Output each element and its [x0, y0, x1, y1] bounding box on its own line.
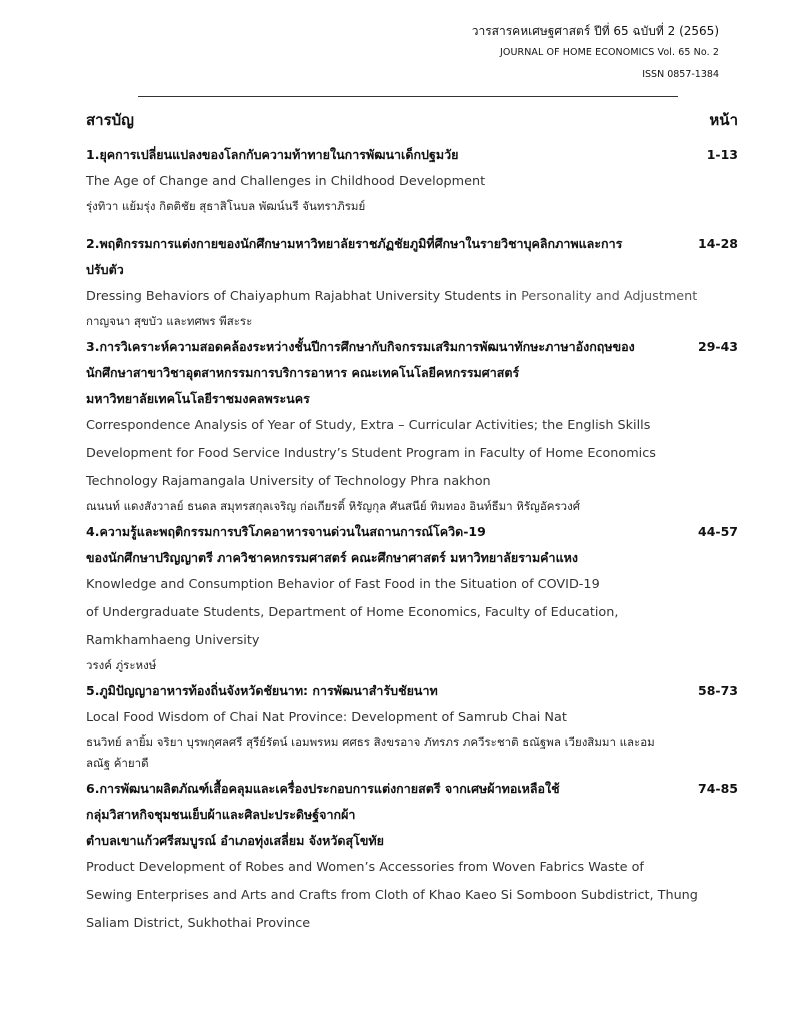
entry-title-english: Knowledge and Consumption Behavior of Fast Food in the Situation of COVID-19: [86, 577, 600, 592]
entry-authors-cont: ลณัฐ ค้ายาดี: [86, 756, 149, 770]
entry-title-english: The Age of Change and Challenges in Childhood Development: [86, 174, 486, 189]
table-of-contents: [86, 108, 738, 938]
entry-authors: ณนนท์ แดงสังวาลย์ ธนดล สมุทรสกุลเจริญ ก่อเกียรติ์ หิรัญกุล ศันสนีย์ ทิมทอง อินท์ธีมา หิรัญอัครวงศ์: [86, 499, 580, 513]
toc-title: สารบัญ: [86, 111, 134, 129]
entry-title-english: Product Development of Robes and Women’s Accessories from Woven Fabrics Waste of: [86, 860, 644, 875]
entry-title-english-cont: Development for Food Service Industry’s Student Program in Faculty of Home Economics: [86, 446, 656, 461]
journal-header: [472, 20, 719, 86]
entry-authors: รุ่งทิวา แย้มรุ่ง กิตติชัย สุธาสิโนบล พัฒน์นรี จันทราภิรมย์: [86, 199, 366, 213]
header-divider: [138, 96, 678, 97]
entry-pages: 14-28: [698, 236, 738, 251]
entry-title-thai-cont[interactable]: ของนักศึกษาปริญญาตรี ภาควิชาคหกรรมศาสตร์ คณะศึกษาศาสตร์ มหาวิทยาลัยรามคำแหง: [86, 550, 578, 565]
journal-title-thai: วารสารคหเศษฐศาสตร์ ปีที่ 65 ฉบับที่ 2 (2565): [471, 24, 719, 38]
entry-authors: ธนวิทย์ ลายิ้ม จริยา บุรพกุศลศรี สุรีย์รัตน์ เอมพรหม ศศธร สิงขรอาจ ภัทรภร ภควีระชาติ ธณัฐพล เวียงสิมมา และอม: [86, 735, 655, 749]
entry-title-thai[interactable]: 3.การวิเคราะห์ความสอดคล้องระหว่างชั้นปีการศึกษากับกิจกรรมเสริมการพัฒนาทักษะภาษาอังกฤษของ: [86, 339, 635, 354]
entry-pages: 74-85: [698, 781, 738, 796]
entry-title-english-main: Dressing Behaviors of Chaiyaphum Rajabhat University Students in: [86, 289, 522, 304]
entry-title-english-cont: Ramkhamhaeng University: [86, 633, 260, 648]
entry-title-english-cont: of Undergraduate Students, Department of Home Economics, Faculty of Education,: [86, 605, 619, 620]
entry-title-thai-cont[interactable]: กลุ่มวิสาหกิจชุมชนเย็บผ้าและศิลปะประดิษฐ์จากผ้า: [86, 807, 356, 822]
entry-title-english-cont: Sewing Enterprises and Arts and Crafts from Cloth of Khao Kaeo Si Somboon Subdistrict, Thung: [86, 888, 698, 903]
entry-title-thai[interactable]: 5.ภูมิปัญญาอาหารท้องถิ่นจังหวัดชัยนาท: การพัฒนาสำรับชัยนาท: [86, 683, 438, 698]
entry-authors: วรงค์ ภู่ระหงษ์: [86, 658, 157, 672]
entry-title-english: [86, 283, 738, 311]
entry-authors: กาญจนา สุขบัว และทศพร พีสะระ: [86, 314, 253, 328]
entry-title-thai-cont[interactable]: ปรับตัว: [86, 262, 124, 277]
entry-title-thai[interactable]: 2.พฤติกรรมการแต่งกายของนักศึกษามหาวิทยาลัยราชภัฏชัยภูมิที่ศึกษาในรายวิชาบุคลิกภาพและการ: [86, 236, 623, 251]
entry-title-thai-cont[interactable]: มหาวิทยาลัยเทคโนโลยีราชมงคลพระนคร: [86, 391, 310, 406]
journal-title-english: JOURNAL OF HOME ECONOMICS Vol. 65 No. 2: [499, 47, 719, 58]
toc-entry-4[interactable]: [86, 519, 738, 676]
entry-title-thai[interactable]: 1.ยุคการเปลี่ยนแปลงของโลกกับความท้าทายในการพัฒนาเด็กปฐมวัย: [86, 147, 459, 162]
entry-pages: 44-57: [698, 524, 738, 539]
issn: ISSN 0857-1384: [642, 69, 719, 80]
entry-title-thai-cont[interactable]: ตำบลเขาแก้วศรีสมบูรณ์ อำเภอทุ่งเสลี่ยม จังหวัดสุโขทัย: [86, 833, 384, 848]
entry-title-english-tail: Personality and Adjustment: [521, 289, 698, 304]
entry-title-thai[interactable]: 6.การพัฒนาผลิตภัณฑ์เสื้อคลุมและเครื่องประกอบการแต่งกายสตรี จากเศษผ้าทอเหลือใช้: [86, 781, 560, 796]
entry-title-english: Local Food Wisdom of Chai Nat Province: Development of Samrub Chai Nat: [86, 710, 567, 725]
toc-entry-5[interactable]: [86, 678, 738, 774]
page-column-label: หน้า: [709, 111, 738, 129]
toc-heading-row: [86, 108, 738, 140]
toc-entry-6[interactable]: [86, 776, 738, 938]
entry-pages: 1-13: [706, 147, 738, 162]
entry-title-thai-cont[interactable]: นักศึกษาสาขาวิชาอุตสาหกรรมการบริการอาหาร คณะเทคโนโลยีคหกรรมศาสตร์: [86, 365, 520, 380]
entry-title-english: Correspondence Analysis of Year of Study, Extra – Curricular Activities; the English Skills: [86, 418, 651, 433]
entry-title-thai[interactable]: 4.ความรู้และพฤติกรรมการบริโภคอาหารจานด่วนในสถานการณ์โควิด-19: [86, 524, 486, 539]
entry-title-english-cont: Saliam District, Sukhothai Province: [86, 916, 311, 931]
entry-title-english-cont: Technology Rajamangala University of Technology Phra nakhon: [86, 474, 491, 489]
entry-pages: 58-73: [698, 683, 738, 698]
toc-entry-1[interactable]: [86, 142, 738, 217]
toc-entry-3[interactable]: [86, 334, 738, 517]
toc-entry-2[interactable]: [86, 231, 738, 332]
entry-pages: 29-43: [698, 339, 738, 354]
